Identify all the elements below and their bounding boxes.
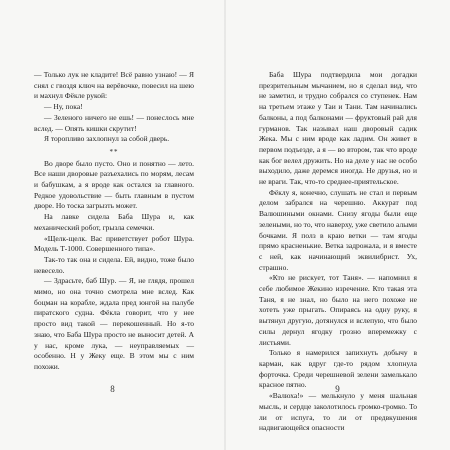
paragraph: «Валюха!» — мелькнуло у меня шальная мысль, и сердце заколотилось громко-громко. То ли от испуга, то ли от предвкушения надвигающейся опасности <box>259 391 417 433</box>
page-number: 8 <box>110 384 115 394</box>
paragraph: — Ну, пока! <box>44 102 83 112</box>
paragraph: — Только лук не кладите! Всё равно узнаю! — Я снял с гвоздя ключ на верёвочке, повесил на шею и махнул Фёкле рукой: <box>34 70 194 101</box>
page-number: 9 <box>335 384 340 394</box>
right-page-text <box>259 70 417 434</box>
paragraph: «Кто не рискует, тот Таня». — напомнил я себе любимое Жекино изречение. Кто такая эта Таня, я не знал, но было на него похоже не хотеть уже прыгать. Опираясь на одну руку, я вытянул другую, дотянулся и вслепую, что было силы дернул ягодку грозно вперемежку с листьями. <box>259 273 417 347</box>
paragraph: — Зеленого ничего не ешь! — понеслось мне вслед. — Опять кишки скрутит! <box>34 112 194 133</box>
right-page <box>225 0 450 450</box>
paragraph: Баба Шура подтвердила мои догадки презрительным мычанием, но я сделал вид, что не заметил, и трудно собрался со ступенек. Нам на третьем этаже у Таи и Тани. Там начинались балконы, а под балконами — фруктовый рай для гурманов. Так называл наш дворовый садик Жека. Мы с ним вроде как ладим. Он живет в первом подъезде, а я — во втором, так что вроде как бог велел дружить. Но на деле у нас не особо выходило, даже деремся иногда. Не друзья, но и не враги. Так, что-то среднее-приятельское. <box>259 70 417 187</box>
paragraph: Фёклу я, конечно, слушать не стал и первым делом забрался на черешню. Аккурат под Валюшиными окнами. Снизу ягоды были еще зелеными, но то, что наверху, уже светило алыми бочками. Я полз в краю ветки — там ягоды прямо красненькие. Ветка задрожала, и я вместе с ней, как начинающий эквилибрист. Ух, страшно. <box>259 187 417 272</box>
left-page-text <box>34 70 194 373</box>
paragraph: — Здрасьте, баб Шур. — Я, не глядя, прошел мимо, но она точно смотрела мне вслед. Как боцман на корабле, ждала пред юнгой на палубе пиратского судна. Фёкла говорит, что у нее просто вид такой — перекошенный. Но я-то знаю, что Баба Шура просто не выносит детей. А у нас, кроме лука, — неуправляемых — особенно. Н у Жеку еще. В этом мы с ним похожи. <box>34 276 194 371</box>
paragraph: Я торопливо захлопнул за собой дверь. <box>44 134 170 144</box>
paragraph: На лавке сидела Баба Шура и, как механический робот, грызла семечки. <box>34 212 194 232</box>
paragraph: Во дворе было пусто. Оно и понятно — лето. Все наши дворовые разъехались по морям, лесам и бабушкам, а я вроде как остался за главного. Редкое удовольствие — быть главным в пустом дворе. Но тоска загрызть может. <box>34 158 194 211</box>
paragraph: Так-то так она и сидела. Ей, видно, тоже было невесело. <box>34 254 194 275</box>
paragraph: Только я намерился запихнуть добычу в карман, как вдруг где-то рядом хлопнула форточка. Среди черешневой зелени замелькало красное пятно. <box>259 348 417 390</box>
paragraph: «Щелк-щелк. Вас приветствует робот Шура. Модель Т-1000. Совершенного типа». <box>34 233 194 254</box>
section-separator: ** <box>109 147 119 156</box>
